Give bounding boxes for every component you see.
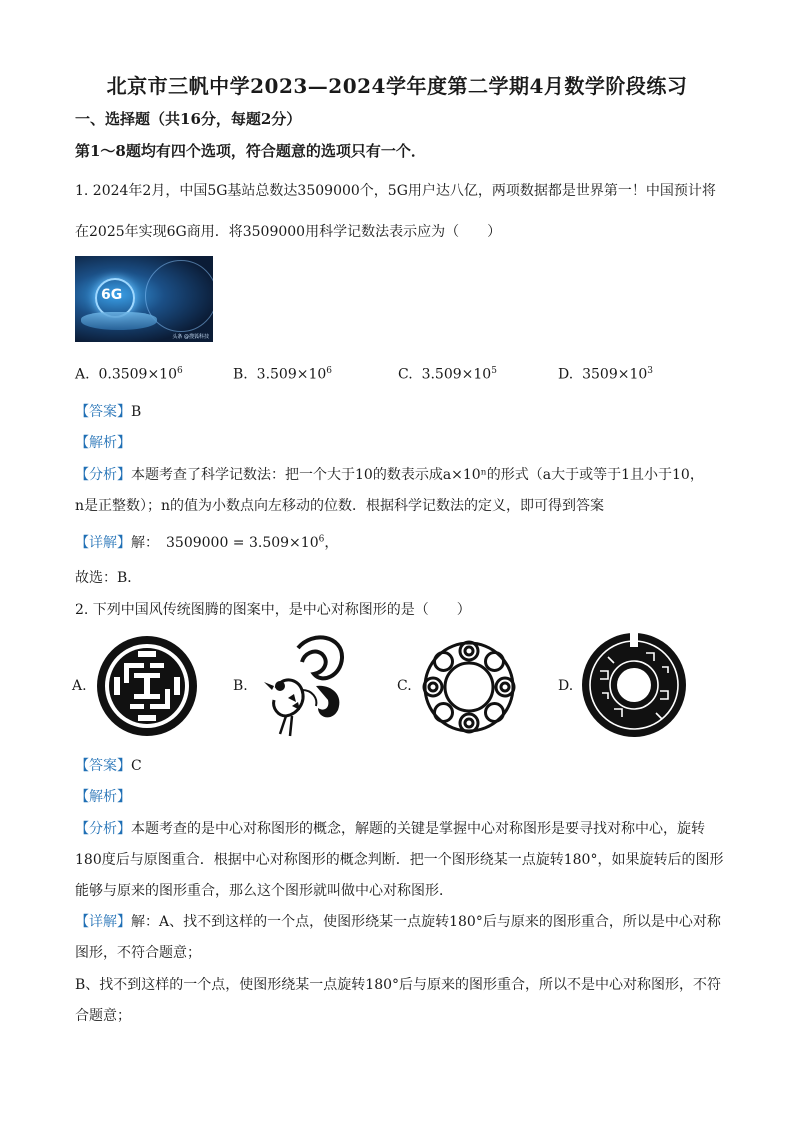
q1-option-d: D. $3509\times 10^3$ xyxy=(558,366,654,383)
q1-option-c: C. $3.509\times 10^5$ xyxy=(398,366,497,383)
q2-detail-line1: 【详解】解：A、找不到这样的一个点，使图形绕某一点旋转180°后与原来的图形重合，所以是中心对称 xyxy=(75,914,721,930)
q2-detail-line2: 图形，不符合题意； xyxy=(75,945,201,961)
q1-detail: 【详解】解： $3509000 = 3.509\times 10^6$， xyxy=(75,534,339,551)
q1-stem-line1: 1. 2024年2月，中国5G基站总数达3509000个，5G用户达八亿，两项数据都是世界第一！中国预计将 xyxy=(75,183,716,199)
q2-fenxi-line3: 能够与原来的图形重合，那么这个图形就叫做中心对称图形． xyxy=(75,883,453,899)
totem-d-disc-figure xyxy=(580,631,688,739)
q2-label-b: B. xyxy=(233,678,248,694)
q2-answer: 【答案】C xyxy=(75,758,142,774)
q2-detail-line4: 合题意； xyxy=(75,1008,131,1024)
q1-choose: 故选：B． xyxy=(75,570,142,586)
totem-c-cloud-ring-figure xyxy=(416,634,522,740)
totem-a-figure xyxy=(94,633,200,739)
q1-fenxi-line2: n是正整数）；n的值为小数点向左移动的位数．根据科学记数法的定义，即可得到答案 xyxy=(75,498,605,514)
hand-icon xyxy=(81,312,157,330)
q1-stem-line2: 在2025年实现6G商用．将3509000用科学记数法表示应为（ ） xyxy=(75,224,502,240)
q1-option-b: B. $3.509\times 10^6$ xyxy=(233,366,333,383)
section-instruction: 第1～8题均有四个选项，符合题意的选项只有一个． xyxy=(75,142,426,160)
q2-label-a: A. xyxy=(72,678,87,694)
q2-fenxi-line1: 【分析】本题考查的是中心对称图形的概念，解题的关键是掌握中心对称图形是要寻找对称中心，旋转 xyxy=(75,821,705,837)
page-title: 北京市三帆中学2023—2024学年度第二学期4月数学阶段练习 xyxy=(106,74,688,98)
q2-analysis-tag: 【解析】 xyxy=(75,789,131,805)
q2-fenxi-line2: 180度后与原图重合．根据中心对称图形的概念判断．把一个图形绕某一点旋转180°，如果旋转后的图形 xyxy=(75,852,724,868)
image-watermark: 头条 @搜狐科技 xyxy=(172,334,209,340)
totem-b-phoenix-figure xyxy=(258,628,348,740)
q2-detail-line3: B、找不到这样的一个点，使图形绕某一点旋转180°后与原来的图形重合，所以不是中心对称图形，不符 xyxy=(75,977,722,993)
q2-label-c: C. xyxy=(397,678,412,694)
6g-image-text: 6G xyxy=(101,287,123,303)
q2-stem: 2. 下列中国风传统图腾的图案中，是中心对称图形的是（ ） xyxy=(75,602,471,618)
q1-option-a: A. $0.3509\times 10^6$ xyxy=(75,366,183,383)
section-heading: 一、选择题（共16分，每题2分） xyxy=(75,110,302,128)
q1-answer: 【答案】B xyxy=(75,404,142,420)
q1-analysis-tag: 【解析】 xyxy=(75,435,131,451)
q1-fenxi-line1: 【分析】本题考查了科学记数法：把一个大于10的数表示成a×10ⁿ的形式（a大于或等于1且小于10， xyxy=(75,467,704,483)
q1-6g-image xyxy=(75,256,213,342)
q2-label-d: D. xyxy=(558,678,574,694)
